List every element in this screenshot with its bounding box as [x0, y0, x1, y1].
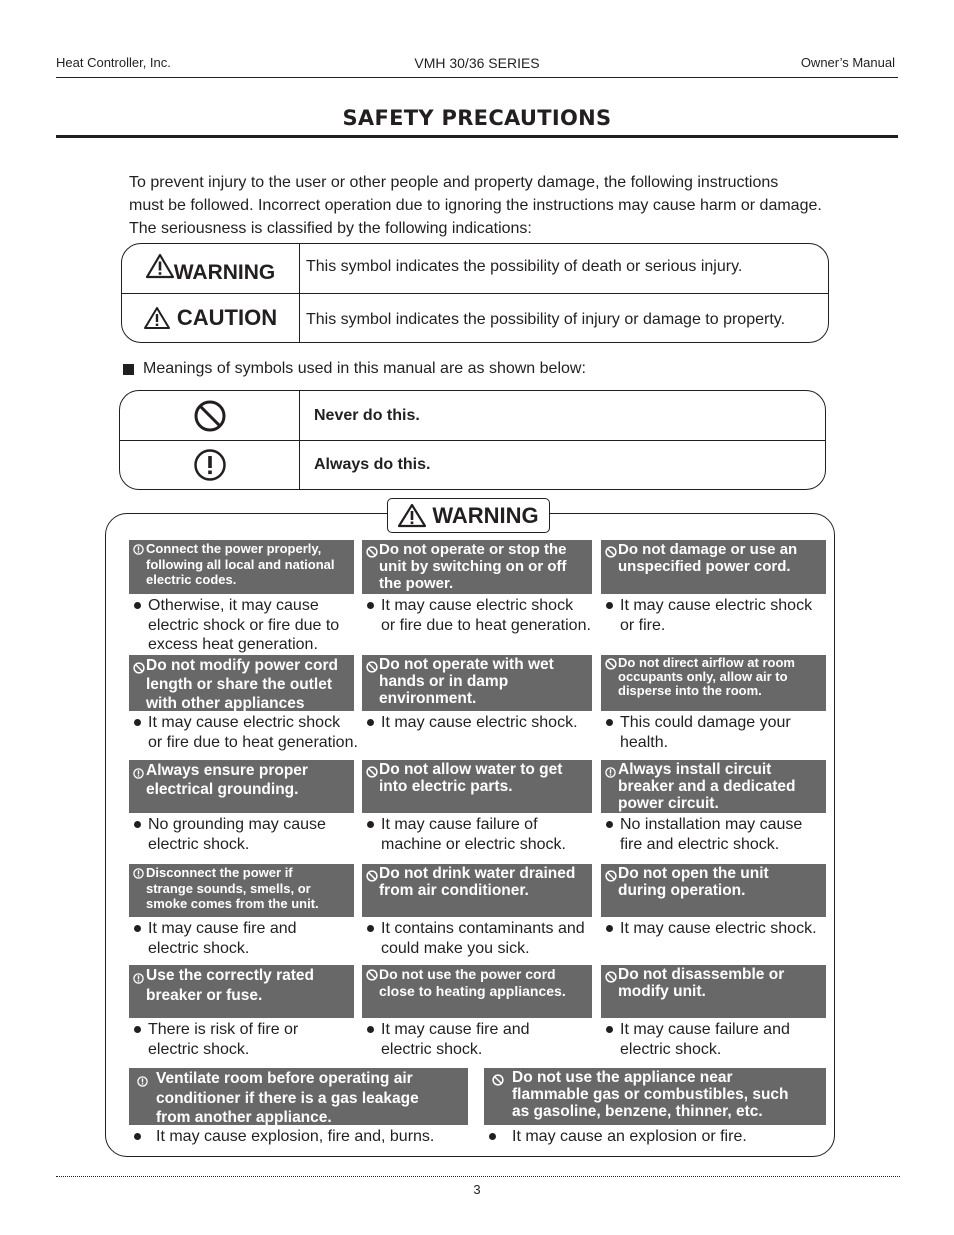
precaution-heading-line: Connect the power properly,	[146, 541, 322, 556]
precaution-heading-line: environment.	[379, 690, 477, 707]
square-bullet-icon	[123, 364, 134, 375]
precaution-heading-line: conditioner if there is a gas leakage	[156, 1089, 419, 1107]
precaution-consequence	[129, 1018, 354, 1059]
precaution-consequence-line: No installation may cause	[620, 816, 803, 833]
precaution-consequence	[129, 1125, 468, 1147]
precaution-heading-line: electrical grounding.	[146, 781, 299, 798]
precaution-consequence-line: It may cause failure and	[620, 1021, 790, 1038]
precaution-consequence-line: There is risk of fire or	[148, 1021, 299, 1038]
precaution-heading	[362, 965, 592, 1018]
precaution-heading	[601, 965, 826, 1018]
precaution-heading-line: Do not operate with wet	[379, 656, 554, 673]
precaution-heading-line: smoke comes from the unit.	[146, 896, 319, 911]
symbols-note	[123, 360, 586, 378]
precaution-heading	[601, 760, 826, 813]
precaution-consequence-line: could make you sick.	[381, 939, 530, 957]
header-series: VMH 30/36 SERIES	[414, 55, 540, 71]
precaution-heading-line: breaker or fuse.	[146, 986, 263, 1004]
precaution-consequence-line: No grounding may cause	[148, 816, 326, 833]
indication-label-cell	[122, 294, 300, 342]
precaution-consequence-line: machine or electric shock.	[381, 835, 566, 853]
header-company: Heat Controller, Inc.	[56, 55, 171, 70]
precaution-consequence	[129, 917, 354, 958]
precaution-cell	[129, 965, 354, 1059]
prohibition-icon	[366, 765, 378, 782]
prohibition-icon	[605, 970, 617, 987]
precaution-heading	[129, 1068, 468, 1125]
precaution-heading-line: Do not operate or stop the	[379, 541, 567, 558]
exclamation-icon	[137, 1073, 148, 1093]
precaution-cell	[601, 655, 826, 752]
precaution-heading-line: Always ensure proper	[146, 762, 308, 779]
precaution-heading-line: close to heating appliances.	[379, 983, 566, 999]
precaution-cell	[601, 760, 826, 854]
exclamation-icon	[133, 970, 144, 990]
precaution-heading	[601, 655, 826, 711]
precaution-heading-line: Always install circuit	[618, 761, 772, 778]
precaution-cell	[362, 655, 592, 733]
precaution-consequence	[362, 711, 592, 733]
precaution-consequence-line: It may cause an explosion or fire.	[512, 1128, 747, 1145]
precaution-cell	[484, 1068, 826, 1147]
precaution-cell	[601, 864, 826, 939]
exclamation-icon	[133, 765, 144, 784]
intro-line: To prevent injury to the user or other people and property damage, the following instructions	[129, 174, 779, 191]
symbol-row-always	[120, 440, 825, 489]
prohibition-icon	[605, 658, 617, 673]
symbol-icon-cell	[120, 391, 300, 440]
precaution-heading-line: breaker and a dedicated	[618, 778, 796, 795]
precaution-consequence-line: It may cause electric shock.	[381, 714, 578, 731]
precaution-heading-line: Ventilate room before operating air	[156, 1070, 413, 1087]
warning-badge-label: WARNING	[432, 502, 539, 528]
precaution-consequence-line: or fire due to heat generation.	[148, 733, 358, 751]
precaution-heading	[601, 864, 826, 917]
precaution-heading-line: Do not drink water drained	[379, 865, 576, 882]
precaution-heading-line: electric codes.	[146, 572, 237, 587]
precaution-heading-line: with other appliances	[146, 695, 305, 712]
symbol-row-never	[120, 391, 825, 440]
exclamation-icon	[605, 765, 616, 782]
precaution-consequence-line: It contains contaminants and	[381, 920, 585, 937]
precaution-cell	[362, 965, 592, 1059]
page-number: 3	[473, 1182, 481, 1197]
symbols-table	[119, 390, 826, 490]
prohibition-icon	[605, 545, 617, 562]
precaution-consequence-line: It may cause electric shock	[381, 597, 574, 614]
precaution-cell	[129, 540, 354, 655]
prohibition-icon	[366, 869, 378, 886]
precaution-heading-line: into electric parts.	[379, 778, 513, 795]
precaution-consequence-line: electric shock.	[148, 1040, 250, 1058]
symbol-icon-cell	[120, 441, 300, 489]
precaution-consequence-line: It may cause fire and	[148, 920, 297, 937]
precaution-heading	[129, 864, 354, 917]
precaution-consequence-line: electric shock.	[381, 1040, 483, 1058]
precaution-consequence	[129, 813, 354, 854]
header-rule	[56, 77, 898, 78]
precaution-consequence-line: It may cause failure of	[381, 816, 538, 833]
precaution-heading-line: Disconnect the power if	[146, 865, 293, 880]
precaution-heading-line: during operation.	[618, 882, 746, 899]
precaution-consequence-line: Otherwise, it may cause	[148, 597, 319, 614]
precaution-heading-line: Do not allow water to get	[379, 761, 563, 778]
precaution-cell	[129, 760, 354, 854]
precaution-heading-line: Use the correctly rated	[146, 967, 314, 984]
precaution-heading-line: unit by switching on or off	[379, 558, 567, 575]
precaution-heading-line: Do not use the appliance near	[512, 1069, 733, 1086]
precaution-consequence	[601, 813, 826, 854]
intro-paragraph	[129, 171, 889, 240]
precaution-consequence	[601, 711, 826, 752]
precaution-heading-line: Do not modify power cord	[146, 657, 339, 674]
symbols-note-text: Meanings of symbols used in this manual are as shown below:	[143, 360, 586, 377]
precaution-consequence	[362, 594, 592, 635]
precaution-heading	[129, 760, 354, 813]
precaution-consequence-line: excess heat generation.	[148, 636, 318, 653]
precaution-heading-line: Do not direct airflow at room	[618, 655, 795, 670]
precaution-heading-line: length or share the outlet	[146, 676, 333, 693]
precaution-consequence	[601, 594, 826, 635]
precaution-consequence	[362, 1018, 592, 1059]
precaution-heading-line: Do not open the unit	[618, 865, 769, 882]
precaution-heading	[601, 540, 826, 594]
precaution-heading-line: Do not damage or use an	[618, 541, 798, 558]
precaution-heading-line: power circuit.	[618, 795, 719, 812]
prohibition-icon	[133, 660, 145, 679]
precaution-consequence-line: fire and electric shock.	[620, 835, 780, 853]
indications-table	[121, 243, 829, 343]
precaution-heading-line: from another appliance.	[156, 1109, 332, 1126]
warning-triangle-icon	[146, 253, 174, 279]
warning-triangle-icon	[144, 306, 170, 330]
footer-rule	[56, 1176, 900, 1177]
precaution-heading-line: hands or in damp	[379, 673, 509, 690]
precaution-heading-line: occupants only, allow air to	[618, 669, 788, 684]
exclamation-icon	[133, 543, 144, 559]
precaution-cell	[601, 540, 826, 635]
precaution-consequence-line: or fire due to heat generation.	[381, 616, 591, 634]
precaution-consequence-line: electric shock.	[148, 835, 250, 853]
precaution-consequence	[362, 917, 592, 958]
precaution-cell	[601, 965, 826, 1059]
precaution-consequence-line: or fire.	[620, 616, 666, 634]
intro-line: must be followed. Incorrect operation due to ignoring the instructions may cause harm or damage.	[129, 197, 822, 214]
precaution-heading	[129, 965, 354, 1018]
precaution-cell	[362, 760, 592, 854]
precaution-heading	[362, 655, 592, 711]
title-rule	[56, 135, 898, 138]
precaution-consequence-line: It may cause fire and	[381, 1021, 530, 1038]
precaution-cell	[129, 1068, 468, 1147]
precaution-consequence-line: electric shock.	[148, 939, 250, 957]
precaution-consequence-line: electric shock.	[620, 1040, 722, 1058]
precaution-consequence-line: It may cause electric shock.	[620, 920, 817, 937]
precaution-heading-line: following all local and national	[146, 556, 335, 572]
precaution-heading	[362, 760, 592, 813]
precaution-heading-line: the power.	[379, 575, 454, 592]
indication-row-warning	[122, 244, 828, 293]
prohibition-icon	[366, 545, 378, 562]
precaution-consequence	[484, 1125, 826, 1147]
warning-label: WARNING	[173, 260, 276, 284]
precaution-heading	[129, 540, 354, 594]
precaution-cell	[129, 864, 354, 958]
prohibition-icon	[193, 399, 227, 433]
precaution-cell	[362, 540, 592, 635]
prohibition-icon	[605, 869, 617, 886]
precaution-consequence	[601, 1018, 826, 1059]
precaution-consequence-line: It may cause explosion, fire and, burns.	[156, 1128, 435, 1145]
precaution-heading-line: disperse into the room.	[618, 683, 762, 698]
exclamation-icon	[133, 867, 144, 883]
precaution-heading-line: from air conditioner.	[379, 882, 529, 899]
precaution-heading	[129, 655, 354, 711]
warning-badge	[387, 498, 550, 533]
prohibition-icon	[492, 1073, 504, 1090]
indication-row-caution	[122, 293, 828, 342]
precaution-cell	[129, 655, 358, 752]
indication-text: This symbol indicates the possibility of injury or damage to property.	[306, 311, 786, 328]
symbol-text: Never do this.	[314, 406, 420, 424]
precaution-consequence-line: This could damage your	[620, 714, 791, 731]
precaution-heading-line: Do not disassemble or	[618, 966, 785, 983]
precaution-consequence-line: It may cause electric shock	[620, 597, 813, 614]
precaution-consequence-line: electric shock or fire due to	[148, 616, 340, 634]
prohibition-icon	[366, 968, 378, 985]
indication-label-cell	[122, 244, 300, 293]
precaution-heading-line: flammable gas or combustibles, such	[512, 1086, 789, 1103]
precaution-heading-line: unspecified power cord.	[618, 558, 791, 575]
symbol-text: Always do this.	[314, 456, 431, 473]
precaution-consequence	[601, 917, 826, 939]
precaution-heading-line: modify unit.	[618, 983, 706, 1000]
precaution-heading-line: Do not use the power cord	[379, 966, 556, 982]
page-title: SAFETY PRECAUTIONS	[342, 106, 612, 130]
prohibition-icon	[366, 660, 378, 677]
header-manual: Owner’s Manual	[800, 55, 895, 70]
precaution-consequence	[362, 813, 592, 854]
precaution-consequence-line: health.	[620, 733, 669, 751]
precaution-consequence	[129, 711, 358, 752]
precaution-consequence-line: It may cause electric shock	[148, 714, 341, 731]
exclamation-icon	[193, 448, 227, 482]
warning-triangle-icon	[398, 503, 426, 528]
caution-label: CAUTION	[176, 305, 278, 330]
precaution-heading-line: as gasoline, benzene, thinner, etc.	[512, 1103, 763, 1120]
precaution-heading	[362, 540, 592, 594]
precaution-cell	[362, 864, 592, 958]
precaution-heading	[484, 1068, 826, 1125]
precaution-heading	[362, 864, 592, 917]
precaution-consequence	[129, 594, 354, 655]
precaution-heading-line: strange sounds, smells, or	[146, 880, 311, 896]
indication-text: This symbol indicates the possibility of death or serious injury.	[306, 257, 743, 275]
intro-line: The seriousness is classified by the following indications:	[129, 220, 532, 237]
